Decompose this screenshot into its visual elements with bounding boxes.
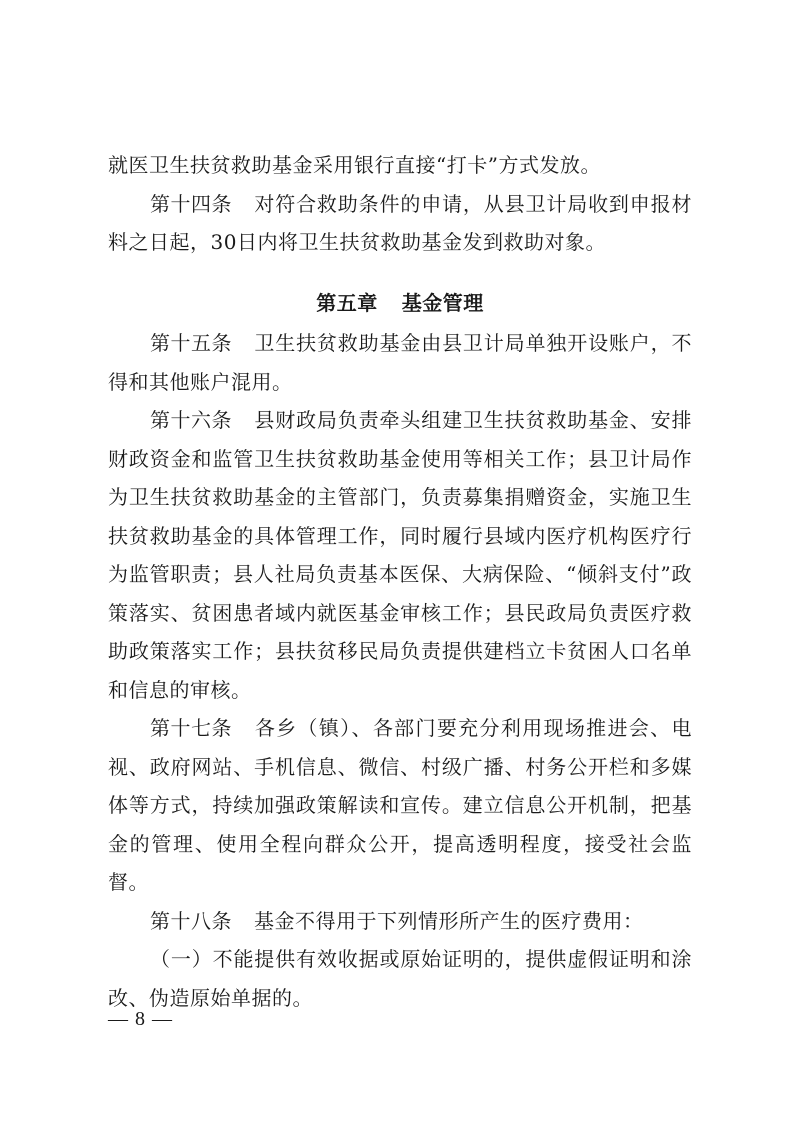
article-number: 第十六条 (150, 408, 232, 432)
list-item-text: （一）不能提供有效收据或原始证明的，提供虚假证明和涂改、伪造原始单据的。 (108, 947, 692, 1010)
chapter-heading (108, 284, 692, 323)
page-number: — 8 — (108, 1008, 173, 1030)
article-text: 卫生扶贫救助基金由县卫计局单独开设账户，不得和其他账户混用。 (108, 331, 692, 394)
article-14 (108, 185, 692, 262)
article-text: 县财政局负责牵头组建卫生扶贫救助基金、安排财政资金和监管卫生扶贫救助基金使用等相关工作；县卫计局作为卫生扶贫救助基金的主管部门，负责募集捐赠资金，实施卫生扶贫救助基金的具体管理工作，同时履行县域内医疗机构医疗行为监管职责；县人社局负责基本医保、大病保险、“倾斜支付”政策落实、贫困患者域内就医基金审核工作；县民政局负责医疗救助政策落实工作；县扶贫移民局负责提供建档立卡贫困人口名单和信息的审核。 (108, 408, 692, 702)
article-number: 第十四条 (150, 191, 232, 216)
chapter-number: 第五章 (316, 290, 378, 315)
article-15 (108, 324, 692, 401)
article-number: 第十七条 (150, 716, 232, 740)
document-page (108, 146, 692, 1017)
chapter-title: 基金管理 (401, 290, 484, 315)
list-item (108, 940, 692, 1017)
paragraph-continuation (108, 146, 692, 185)
article-number: 第十八条 (150, 908, 232, 933)
article-17 (108, 709, 692, 902)
article-text: 基金不得用于下列情形所产生的医疗费用： (254, 908, 644, 933)
article-text: 各乡（镇）、各部门要充分利用现场推进会、电视、政府网站、手机信息、微信、村级广播、村务公开栏和多媒体等方式，持续加强政策解读和宣传。建立信息公开机制，把基金的管理、使用全程向群众公开，提高透明程度，接受社会监督。 (108, 716, 692, 894)
paragraph-text: 就医卫生扶贫救助基金采用银行直接“打卡”方式发放。 (108, 153, 601, 177)
article-number: 第十五条 (150, 331, 232, 355)
article-text: 对符合救助条件的申请，从县卫计局收到申报材料之日起，30日内将卫生扶贫救助基金发到救助对象。 (108, 191, 692, 254)
article-16 (108, 401, 692, 709)
article-18 (108, 902, 692, 941)
